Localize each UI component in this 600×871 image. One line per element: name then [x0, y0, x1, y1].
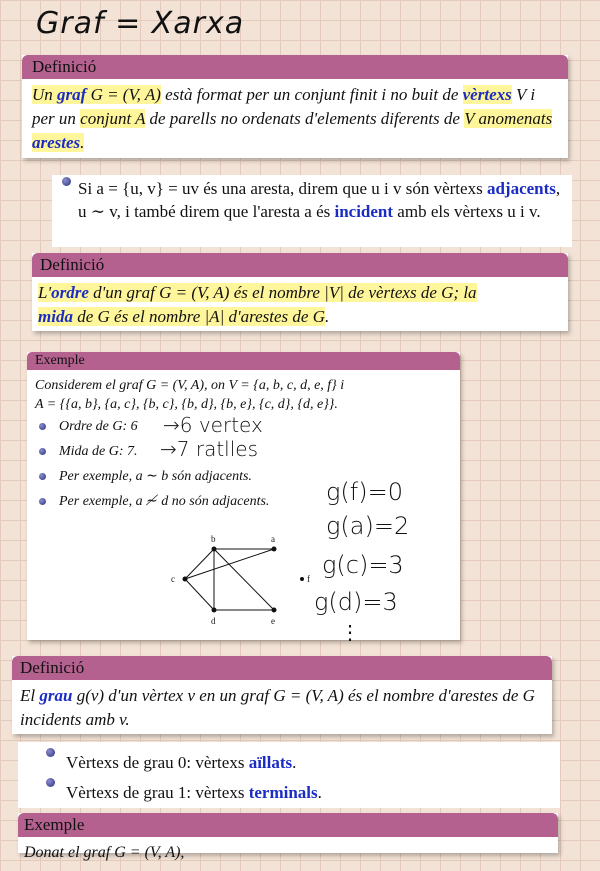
- handwritten-note: g(f)=0: [326, 478, 403, 506]
- definition-text: Un graf G = (V, A): [32, 85, 161, 104]
- definition-ordre-mida: [32, 253, 568, 331]
- block-header: Definició: [22, 55, 568, 79]
- list-item: Per exemple, a ≁ d no són adjacents.: [35, 492, 452, 511]
- block-header: Exemple: [27, 352, 460, 370]
- conjunt-a: conjunt A: [80, 109, 146, 128]
- block-body: Donat el graf G = (V, A),: [24, 844, 185, 861]
- example-degree: [18, 813, 558, 861]
- example-line: A = {{a, b}, {a, c}, {b, c}, {b, d}, {b, e}, {c, d}, {d, e}}.: [35, 397, 338, 412]
- block-header: Definició: [32, 253, 568, 277]
- graph-vertex: [212, 608, 217, 613]
- keyword-vertexs: vèrtexs: [462, 85, 512, 104]
- graph-vertex: [300, 577, 304, 581]
- handwritten-note: →6 vertex: [163, 413, 263, 437]
- block-body: Un graf G = (V, A) està format per un conjunt finit i no buit de vèrtexs V i per un conjunt A de parells no ordenats d'elements diferents de V anomenats arestes.: [32, 85, 553, 152]
- handwritten-note: g(c)=3: [322, 551, 404, 579]
- vertex-label: c: [171, 574, 175, 584]
- graph-vertex: [183, 577, 188, 582]
- handwritten-note: g(a)=2: [326, 512, 410, 540]
- graph-figure: [171, 534, 317, 644]
- handwritten-note: →7 ratlles: [160, 437, 258, 461]
- graph-vertex: [272, 547, 277, 552]
- vertex-label: f: [307, 574, 310, 584]
- list-item: Per exemple, a ∼ b són adjacents.: [35, 467, 452, 486]
- handwritten-note: ⋮: [340, 620, 360, 644]
- vertex-label: e: [271, 616, 275, 626]
- handwritten-note: g(d)=3: [314, 588, 398, 616]
- block-header: Definició: [12, 656, 552, 680]
- list-item: Mida de G: 7.: [35, 442, 452, 461]
- bullet-item: Si a = {u, v} = uv és una aresta, direm que u i v són vèrtexs adjacents, u ∼ v, i també direm que l'aresta a és incident amb els vèrtexs u i v.: [58, 177, 566, 223]
- adjacency-bullet: [52, 175, 572, 247]
- definition-grau: [12, 656, 552, 734]
- block-body: L'ordre d'un graf G = (V, A) és el nombre |V| de vèrtexs de G; la mida de G és el nombre |A| d'arestes de G.: [38, 283, 477, 326]
- vertex-label: b: [211, 534, 216, 544]
- keyword-arestes: arestes: [32, 133, 81, 152]
- vertex-label: a: [271, 534, 275, 544]
- example-line: Considerem el graf G = (V, A), on V = {a, b, c, d, e, f} i: [35, 378, 345, 393]
- graph-vertex: [212, 547, 217, 552]
- degree-bullets: [18, 742, 560, 808]
- bullet-item: Vèrtexs de grau 0: vèrtexs aïllats.: [42, 748, 536, 778]
- list-item: Ordre de G: 6: [35, 417, 452, 436]
- handwritten-title: Graf = Xarxa: [36, 6, 245, 41]
- block-header: Exemple: [18, 813, 558, 837]
- definition-graf: [22, 55, 568, 158]
- block-body: El grau g(v) d'un vèrtex v en un graf G = (V, A) és el nombre d'arestes de G incidents amb v.: [20, 686, 535, 729]
- bullet-item: Vèrtexs de grau 1: vèrtexs terminals.: [42, 778, 536, 808]
- graph-vertex: [272, 608, 277, 613]
- vertex-label: d: [211, 616, 216, 626]
